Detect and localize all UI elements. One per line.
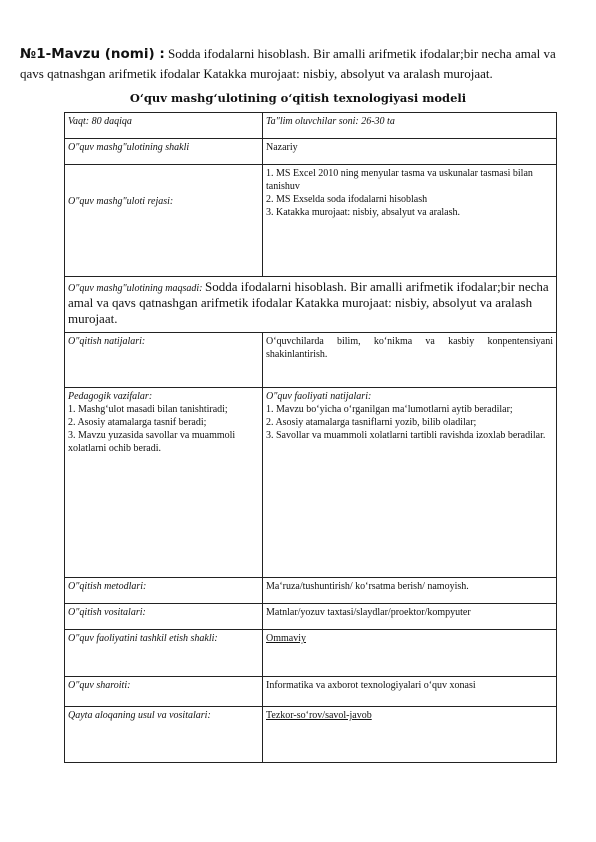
pedagogical-tasks-cell <box>65 388 263 578</box>
table-row <box>65 707 557 763</box>
teaching-methods-label: O"qitish metodlari: <box>68 581 147 592</box>
methods-value-cell <box>263 578 557 604</box>
teaching-tools-value: Matnlar/yozuv taxtasi/slaydlar/proektor/kompyuter <box>266 607 471 618</box>
pedagogical-task-item: 1. Mashg‘ulot masadi bilan tanishtiradi; <box>68 404 228 415</box>
conditions-label-cell <box>65 677 263 707</box>
teaching-tools-label: O"qitish vositalari: <box>68 607 146 618</box>
goal-cell <box>65 277 557 333</box>
conditions-label: O"quv sharoiti: <box>68 680 131 691</box>
teaching-results-label: O"qitish natijalari: <box>68 336 146 347</box>
conditions-value: Informatika va axborot texnologiyalari o‘quv xonasi <box>266 680 476 691</box>
pedagogical-task-item: 3. Mavzu yuzasida savollar va muammoli xolatlarni ochib beradi. <box>68 430 236 454</box>
tools-label-cell <box>65 604 263 630</box>
pedagogical-task-item: 2. Asosiy atamalarga tasnif beradi; <box>68 417 207 428</box>
lesson-goal-label: O"quv mashg"ulotining maqsadi: <box>68 283 203 294</box>
form-value-cell <box>263 139 557 165</box>
conditions-value-cell <box>263 677 557 707</box>
plan-items-cell <box>263 165 557 277</box>
feedback-value-cell <box>263 707 557 763</box>
table-row <box>65 388 557 578</box>
plan-label-cell <box>65 165 263 277</box>
table-row <box>65 630 557 677</box>
table-row <box>65 333 557 388</box>
lesson-topic: Sodda ifodalarni hisoblash. Bir amalli arifmetik ifodalar;bir necha amal va qavs qatnashgan arifmetik ifodalar Katakka murojaat: nisbiy, absolyut va aralash murojaat. <box>20 46 556 81</box>
activity-result-item: 3. Savollar va muammoli xolatlarni tartibli ravishda izoxlab beradilar. <box>266 430 546 441</box>
feedback-value: Tezkor-so‘rov/savol-javob <box>266 710 372 721</box>
table-row <box>65 165 557 277</box>
organization-label-cell <box>65 630 263 677</box>
students-count-label: Ta"lim oluvchilar soni: 26-30 ta <box>266 116 395 127</box>
lesson-plan-label: O"quv mashg"uloti rejasi: <box>68 196 174 207</box>
teaching-methods-value: Ma‘ruza/tushuntirish/ ko‘rsatma berish/ namoyish. <box>266 581 469 592</box>
table-row <box>65 139 557 165</box>
activity-results-title: O"quv faoliyati natijalari: <box>266 391 372 402</box>
tools-value-cell <box>263 604 557 630</box>
plan-item: 3. Katakka murojaat: nisbiy, absalyut va aralash. <box>266 207 461 218</box>
results-label-cell <box>65 333 263 388</box>
results-value-cell <box>263 333 557 388</box>
feedback-label: Qayta aloqaning usul va vositalari: <box>68 710 211 721</box>
table-row <box>65 677 557 707</box>
lesson-model-table <box>64 112 557 763</box>
organization-value-cell <box>263 630 557 677</box>
table-row <box>65 578 557 604</box>
activity-result-item: 2. Asosiy atamalarga tasniflarni yozib, bilib oladilar; <box>266 417 477 428</box>
teaching-results-value: O‘quvchilarda bilim, ko‘nikma va kasbiy konpentensiyani shakinlantirish. <box>266 336 553 360</box>
lesson-form-value: Nazariy <box>266 142 298 153</box>
students-cell <box>263 113 557 139</box>
table-row <box>65 113 557 139</box>
plan-item: 2. MS Exselda soda ifodalarni hisoblash <box>266 194 428 205</box>
methods-label-cell <box>65 578 263 604</box>
organization-form-label: O"quv faoliyatini tashkil etish shakli: <box>68 633 218 644</box>
model-title: O‘quv mashg‘ulotining o‘qitish texnologiyasi modeli <box>129 91 467 105</box>
table-row <box>65 604 557 630</box>
organization-form-value: Ommaviy <box>266 633 306 644</box>
pedagogical-tasks-title: Pedagogik vazifalar: <box>68 391 153 402</box>
lesson-header <box>20 44 580 84</box>
lesson-form-label: O"quv mashg"ulotining shakli <box>68 142 190 153</box>
lesson-number-label: №1-Mavzu (nomi) : <box>20 46 165 62</box>
lesson-goal-text: Sodda ifodalarni hisoblash. Bir amalli arifmetik ifodalar;bir necha amal va qavs qatnashgan arifmetik ifodalar Katakka murojaat: nisbiy, absolyut va aralash murojaat. <box>68 279 549 326</box>
table-row <box>65 277 557 333</box>
time-label: Vaqt: 80 daqiqa <box>68 116 132 127</box>
form-label-cell <box>65 139 263 165</box>
feedback-label-cell <box>65 707 263 763</box>
time-cell <box>65 113 263 139</box>
plan-item: 1. MS Excel 2010 ning menyular tasma va uskunalar tasmasi bilan tanishuv <box>266 168 533 192</box>
activity-result-item: 1. Mavzu bo‘yicha o‘rganilgan ma‘lumotlarni aytib beradilar; <box>266 404 513 415</box>
activity-results-cell <box>263 388 557 578</box>
